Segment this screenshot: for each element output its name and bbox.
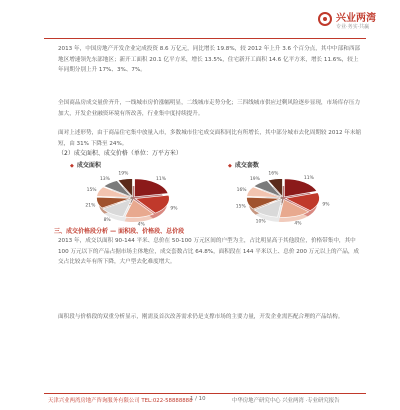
logo-text: 兴业两湾 xyxy=(336,13,376,24)
chart-left-title: ◆ 成交面积 xyxy=(70,160,101,169)
pie-chart-units xyxy=(208,168,358,230)
units-pie-label: 19% xyxy=(249,176,260,182)
section-label: （2）成交面积、成交价格（单位：万平方米） xyxy=(58,150,182,157)
units-pie-label: 15% xyxy=(235,204,246,210)
units-pie-label: 16% xyxy=(268,171,279,177)
units-pie-label: 11% xyxy=(303,175,314,181)
footer-rule xyxy=(44,393,366,394)
units-pie-label: 9% xyxy=(322,202,330,208)
area-pie-label: 15% xyxy=(86,188,97,194)
logo-mark-icon xyxy=(318,12,332,26)
paragraph-5: 面积段与价格段的双重分析显示，刚需及首次改善需求仍是支撑市场的主要力量，开发企业需匹配合理的产品结构。 xyxy=(58,314,344,320)
footer-right: 中华房地产研究中心 兴业两湾 ·专业研究报告 xyxy=(232,398,340,404)
units-pie-label: 16% xyxy=(236,188,247,194)
pie-chart-area xyxy=(58,168,208,230)
company-logo xyxy=(318,6,394,36)
area-pie-label: 8% xyxy=(103,218,111,224)
paragraph-4: 2013 年，成交以面积 90-144 平米、总价在 50-100 万元区间的户型为主，占比明显高于其他段位，价格带集中，其中 100 万元以下的产品占据市场主体地位，成交套数占比 64.8%，面积段在 144 平米以上、总价 200 万元以上的产品，成交占比较去年有所下降，大户型去化难度增大。 xyxy=(58,238,360,266)
header-rule xyxy=(44,38,366,39)
section-subheading: 三、成交价格段分析 — 面积段、价格段、总价段 xyxy=(54,228,185,235)
area-pie-label: 19% xyxy=(118,171,129,177)
paragraph-1: 2013 年，中国房地产开发企业完成投资 8.6 万亿元，同比增长 19.8%，较 2012 年上升 3.6 个百分点，其中中部和西部地区增速领先东部地区；新开工面积 20.1 亿平方米，增长 13.5%，住宅新开工面积 14.6 亿平方米，增长 11.6%，较上年同期分别上升 17%、3%、7%。 xyxy=(58,46,361,74)
area-pie-label: 11% xyxy=(156,176,167,182)
units-pie-label: 4% xyxy=(294,221,302,227)
chart-right-title: ◆ 成交套数 xyxy=(228,160,259,169)
units-pie-label: 10% xyxy=(255,219,266,225)
area-pie-label: 13% xyxy=(99,176,110,182)
area-pie-label: 9% xyxy=(170,206,178,212)
logo-subtitle: 专业·务实·共赢 xyxy=(336,24,370,30)
paragraph-3: 面对上述形势，由于商品住宅集中放量入市，多数城市住宅成交面积同比有所增长，其中部分城市去化周期较 2012 年末缩短，由 31% 下降至 24%。 xyxy=(58,130,362,147)
page-number: 1 / 10 xyxy=(190,396,206,402)
area-pie-label: 4% xyxy=(137,222,145,228)
area-pie-label: 21% xyxy=(85,203,96,209)
footer-left: 天津兴业两湾房地产咨询服务有限公司 TEL:022-58888888 xyxy=(48,398,193,404)
paragraph-2: 全国商品房成交量价齐升，一线城市房价涨幅明显，二线城市走势分化；三四线城市供应过剩风险逐步显现，市场库存压力加大，开发企业融资环境有所改善，行业集中度持续提升。 xyxy=(58,100,361,117)
